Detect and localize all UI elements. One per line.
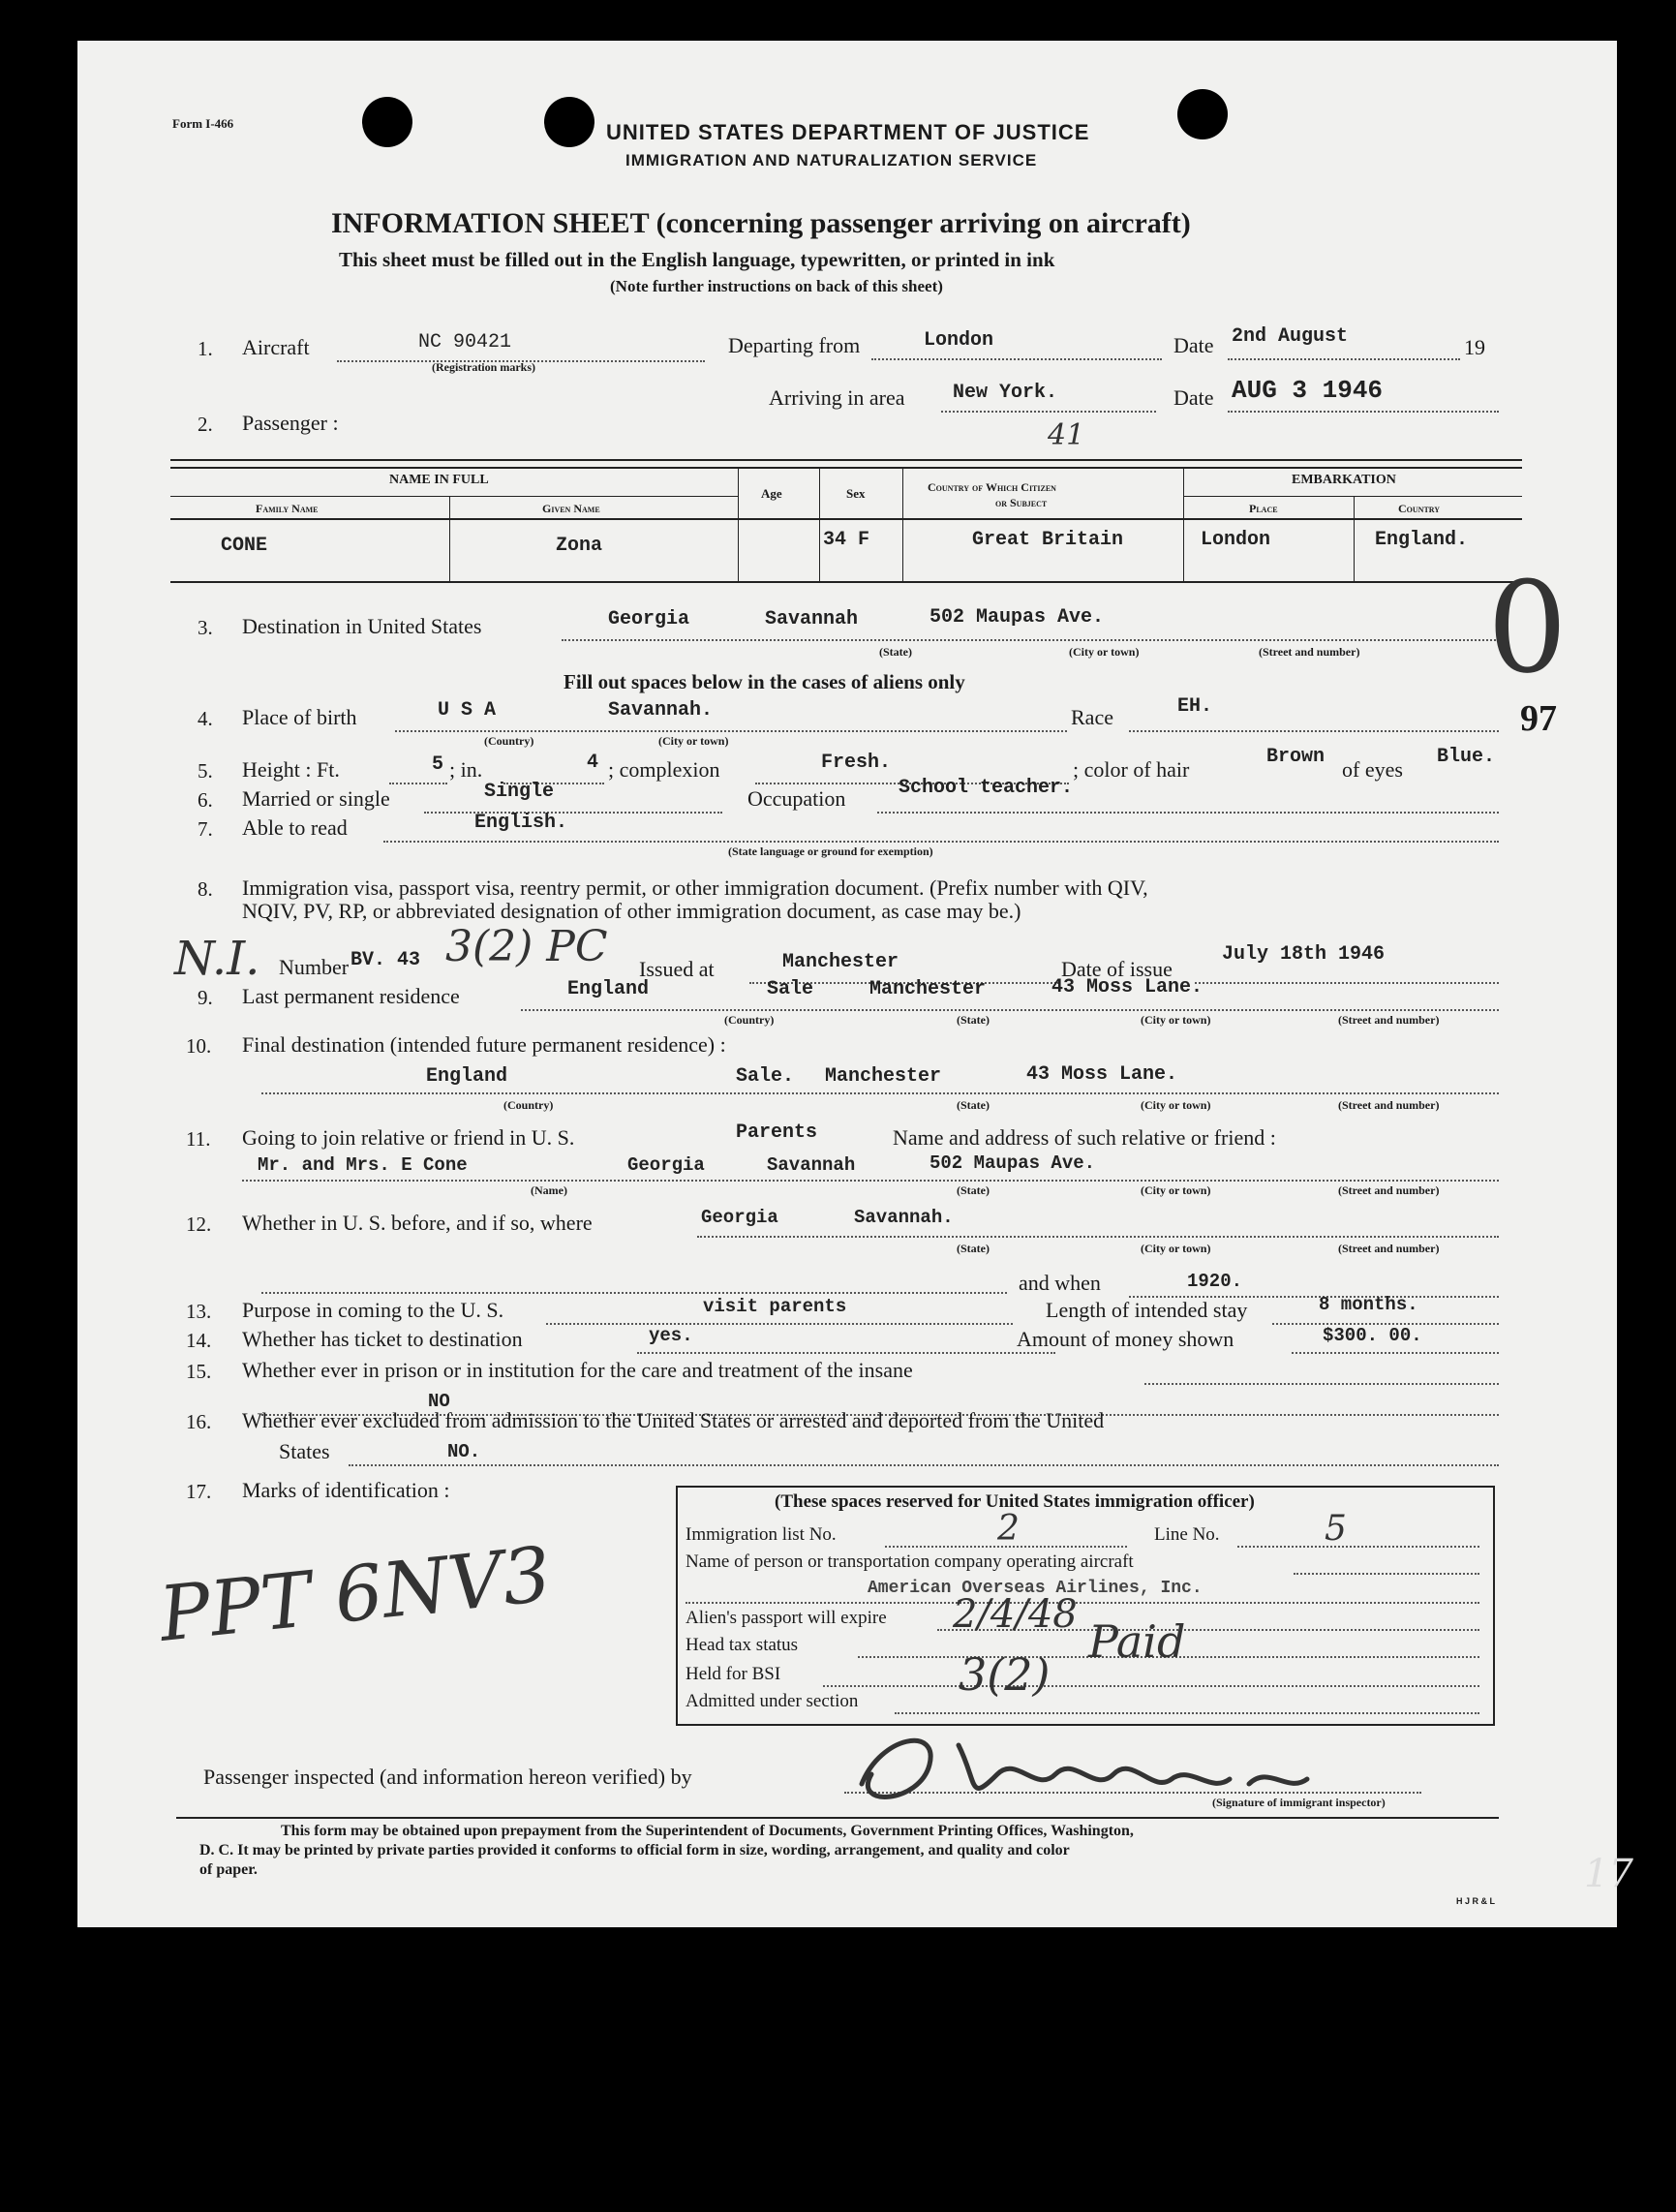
headtax-value: Paid bbox=[1088, 1615, 1186, 1668]
final-city: Manchester bbox=[825, 1065, 942, 1088]
departing-value: London bbox=[924, 329, 994, 352]
issue-date-label: Date of issue bbox=[1061, 957, 1173, 981]
arriving-label: Arriving in area bbox=[769, 385, 905, 410]
line-value: 5 bbox=[1325, 1509, 1347, 1549]
corner-page-number: 17 bbox=[1584, 1852, 1633, 1896]
date-value: 2nd August bbox=[1232, 325, 1349, 348]
occupation-value: School teacher. bbox=[899, 777, 1074, 799]
line-label: Line No. bbox=[1154, 1524, 1220, 1545]
marks-handwriting: PPT 6NV3 bbox=[155, 1531, 556, 1659]
height-in-label: ; in. bbox=[449, 757, 483, 782]
complexion-label: ; complexion bbox=[608, 757, 720, 782]
department-heading: UNITED STATES DEPARTMENT OF JUSTICE bbox=[606, 120, 1090, 144]
item-number: 7. bbox=[198, 817, 213, 841]
relative-city: Savannah bbox=[767, 1154, 856, 1176]
final-street: 43 Moss Lane. bbox=[1026, 1063, 1178, 1086]
excluded-line-1: Whether ever excluded from admission to the United States or arrested and deported from the United bbox=[242, 1408, 1105, 1432]
form-subtitle: This sheet must be filled out in the English language, typewritten, or printed in ink bbox=[339, 248, 1055, 271]
destination-street: 502 Maupas Ave. bbox=[929, 606, 1105, 629]
occupation-label: Occupation bbox=[747, 786, 846, 811]
citizen-cell: Great Britain bbox=[972, 529, 1124, 551]
marital-value: Single bbox=[484, 781, 555, 803]
embarkation-header: EMBARKATION bbox=[1292, 473, 1396, 487]
item-number: 16. bbox=[186, 1410, 212, 1433]
service-heading: IMMIGRATION AND NATURALIZATION SERVICE bbox=[625, 151, 1038, 169]
eyes-label: of eyes bbox=[1342, 757, 1403, 782]
last-residence-state: Sale bbox=[767, 978, 814, 1000]
item-number: 11. bbox=[186, 1127, 211, 1151]
stay-value: 8 months. bbox=[1319, 1294, 1418, 1315]
city-caption: (City or town) bbox=[1141, 1242, 1211, 1255]
margin-circle-mark: 0 bbox=[1487, 554, 1568, 701]
visa-hand-note-2: 3(2) PC bbox=[445, 922, 608, 971]
previous-visit-city: Savannah. bbox=[854, 1207, 954, 1228]
aliens-heading: Fill out spaces below in the cases of aliens only bbox=[564, 670, 965, 693]
eyes-value: Blue. bbox=[1437, 746, 1496, 768]
destination-label: Destination in United States bbox=[242, 614, 482, 638]
printer-mark: H J R & L bbox=[1456, 1896, 1496, 1906]
state-caption: (State) bbox=[957, 1098, 990, 1112]
place-cell: London bbox=[1201, 529, 1271, 551]
country-header: Country bbox=[1398, 502, 1441, 515]
departing-label: Departing from bbox=[728, 333, 861, 357]
hair-value: Brown bbox=[1266, 746, 1326, 768]
hair-label: ; color of hair bbox=[1073, 757, 1190, 782]
city-caption: (City or town) bbox=[658, 734, 729, 748]
state-caption: (State) bbox=[879, 645, 912, 659]
form-title: INFORMATION SHEET (concerning passenger arriving on aircraft) bbox=[331, 207, 1191, 239]
item-number: 12. bbox=[186, 1213, 212, 1236]
passenger-label: Passenger : bbox=[242, 411, 339, 435]
join-relative-label: Going to join relative or friend in U. S. bbox=[242, 1125, 575, 1150]
place-header: Place bbox=[1249, 502, 1278, 515]
height-label: Height : Ft. bbox=[242, 757, 340, 782]
arriving-value: New York. bbox=[953, 382, 1058, 404]
money-value: $300. 00. bbox=[1323, 1325, 1422, 1346]
final-destination-label: Final destination (intended future permanent residence) : bbox=[242, 1032, 726, 1057]
date-label: Date bbox=[1173, 333, 1214, 357]
destination-city: Savannah bbox=[765, 608, 859, 630]
item-number: 5. bbox=[198, 759, 213, 783]
prison-label: Whether ever in prison or in institution for the care and treatment of the insane bbox=[242, 1358, 913, 1382]
officer-box bbox=[676, 1486, 1495, 1726]
bsi-label: Held for BSI bbox=[686, 1664, 781, 1684]
street-caption: (Street and number) bbox=[1338, 1242, 1440, 1255]
complexion-value: Fresh. bbox=[821, 752, 892, 774]
last-residence-country: England bbox=[567, 978, 650, 1000]
state-caption: (State) bbox=[957, 1242, 990, 1255]
country-caption: (Country) bbox=[484, 734, 534, 748]
city-caption: (City or town) bbox=[1141, 1013, 1211, 1027]
list-value: 2 bbox=[997, 1509, 1020, 1549]
officer-box-title: (These spaces reserved for United States immigration officer) bbox=[775, 1491, 1255, 1512]
item-number: 14. bbox=[186, 1329, 212, 1352]
punch-hole bbox=[1177, 89, 1228, 139]
country-caption: (Country) bbox=[724, 1013, 775, 1027]
passenger-annotation: 41 bbox=[1048, 418, 1085, 452]
visa-line-1: Immigration visa, passport visa, reentry permit, or other immigration document. (Prefix number with QIV, bbox=[242, 876, 1148, 900]
city-caption: (City or town) bbox=[1069, 645, 1140, 659]
footer-line-1: This form may be obtained upon prepayment from the Superintendent of Documents, Government Printing Offices, Washington, bbox=[281, 1823, 1134, 1839]
previous-visit-label: Whether in U. S. before, and if so, where bbox=[242, 1211, 593, 1235]
sex-header: Sex bbox=[846, 486, 866, 501]
arrival-date-label: Date bbox=[1173, 385, 1214, 410]
signature-caption: (Signature of immigrant inspector) bbox=[1212, 1796, 1386, 1809]
sex-age-cell: 34 F bbox=[823, 529, 870, 551]
issue-date-value: July 18th 1946 bbox=[1222, 943, 1386, 966]
inspection-label: Passenger inspected (and information hereon verified) by bbox=[203, 1765, 692, 1789]
form-note: (Note further instructions on back of this sheet) bbox=[610, 277, 943, 295]
street-caption: (Street and number) bbox=[1338, 1183, 1440, 1197]
family-name-header: Family Name bbox=[256, 502, 319, 515]
street-caption: (Street and number) bbox=[1338, 1013, 1440, 1027]
punch-hole bbox=[544, 97, 594, 147]
item-number: 9. bbox=[198, 986, 213, 1009]
list-label: Immigration list No. bbox=[686, 1524, 837, 1545]
street-caption: (Street and number) bbox=[1259, 645, 1360, 659]
race-value: EH. bbox=[1177, 695, 1213, 718]
issued-value: Manchester bbox=[782, 951, 899, 973]
headtax-label: Head tax status bbox=[686, 1635, 799, 1655]
item-number: 3. bbox=[198, 616, 213, 639]
item-number: 2. bbox=[198, 413, 213, 436]
last-residence-street: 43 Moss Lane. bbox=[1051, 976, 1204, 998]
when-value: 1920. bbox=[1187, 1271, 1243, 1292]
punch-hole bbox=[362, 97, 412, 147]
relative-address-label: Name and address of such relative or friend : bbox=[893, 1125, 1276, 1150]
state-caption: (State) bbox=[957, 1183, 990, 1197]
footer-line-3: of paper. bbox=[199, 1861, 258, 1878]
read-caption: (State language or ground for exemption) bbox=[728, 845, 933, 858]
citizen-header: Country of Which Citizen bbox=[928, 480, 1056, 494]
name-caption: (Name) bbox=[531, 1183, 567, 1197]
item-number: 1. bbox=[198, 337, 213, 360]
footer-line-2: D. C. It may be printed by private parties provided it conforms to official form in size, wording, arrangement, and quality and color bbox=[199, 1842, 1070, 1859]
admitted-value: 3(2) bbox=[959, 1648, 1051, 1701]
passport-value: 2/4/48 bbox=[953, 1592, 1078, 1637]
money-label: Amount of money shown bbox=[1017, 1327, 1234, 1351]
item-number: 17. bbox=[186, 1480, 212, 1503]
name-group-header: NAME IN FULL bbox=[389, 473, 489, 487]
street-caption: (Street and number) bbox=[1338, 1098, 1440, 1112]
item-number: 13. bbox=[186, 1300, 212, 1323]
read-value: English. bbox=[474, 812, 568, 834]
relative-state: Georgia bbox=[627, 1154, 705, 1176]
visa-line-2: NQIV, PV, RP, or abbreviated designation of other immigration document, as case may be.) bbox=[242, 899, 1021, 923]
state-caption: (State) bbox=[957, 1013, 990, 1027]
final-state: Sale. bbox=[736, 1065, 795, 1088]
family-name-cell: CONE bbox=[221, 535, 268, 557]
item-number: 6. bbox=[198, 788, 213, 812]
aircraft-value: NC 90421 bbox=[418, 331, 512, 353]
passport-label: Alien's passport will expire bbox=[686, 1608, 887, 1628]
margin-page-number: 97 bbox=[1520, 698, 1557, 739]
item-number: 10. bbox=[186, 1034, 212, 1058]
item-number: 8. bbox=[198, 877, 213, 901]
company-label: Name of person or transportation company operating aircraft bbox=[686, 1551, 1134, 1572]
excluded-value: NO. bbox=[447, 1441, 481, 1462]
visa-hand-note: N.I. bbox=[174, 932, 260, 986]
country-cell: England. bbox=[1375, 529, 1469, 551]
last-residence-city: Manchester bbox=[869, 978, 987, 1000]
marital-label: Married or single bbox=[242, 786, 390, 811]
admitted-label: Admitted under section bbox=[686, 1691, 859, 1711]
ticket-label: Whether has ticket to destination bbox=[242, 1327, 523, 1351]
year-prefix: 19 bbox=[1464, 335, 1485, 359]
prison-value: NO bbox=[428, 1391, 450, 1412]
final-country: England bbox=[426, 1065, 508, 1088]
last-residence-label: Last permanent residence bbox=[242, 984, 460, 1008]
relative-name: Mr. and Mrs. E Cone bbox=[258, 1154, 468, 1176]
when-label: and when bbox=[1019, 1271, 1101, 1295]
height-in: 4 bbox=[587, 752, 599, 774]
country-caption: (Country) bbox=[503, 1098, 554, 1112]
form-sheet bbox=[77, 41, 1617, 1927]
aircraft-label: Aircraft bbox=[242, 335, 310, 359]
purpose-value: visit parents bbox=[703, 1296, 847, 1317]
purpose-label: Purpose in coming to the U. S. bbox=[242, 1298, 504, 1322]
relative-street: 502 Maupas Ave. bbox=[929, 1152, 1096, 1174]
arrival-date-stamp: AUG 3 1946 bbox=[1232, 376, 1384, 405]
given-name-header: Given Name bbox=[542, 502, 600, 515]
city-caption: (City or town) bbox=[1141, 1183, 1211, 1197]
city-caption: (City or town) bbox=[1141, 1098, 1211, 1112]
birth-city: Savannah. bbox=[608, 699, 714, 722]
destination-state: Georgia bbox=[608, 608, 690, 630]
company-value: American Overseas Airlines, Inc. bbox=[868, 1579, 1203, 1598]
form-number: Form I-466 bbox=[172, 116, 234, 131]
birthplace-label: Place of birth bbox=[242, 705, 357, 729]
marks-label: Marks of identification : bbox=[242, 1478, 450, 1502]
age-header: Age bbox=[761, 486, 782, 501]
ticket-value: yes. bbox=[649, 1325, 693, 1346]
item-number: 15. bbox=[186, 1360, 212, 1383]
item-number: 4. bbox=[198, 707, 213, 730]
previous-visit-state: Georgia bbox=[701, 1207, 778, 1228]
height-ft: 5 bbox=[432, 753, 444, 776]
read-label: Able to read bbox=[242, 815, 348, 840]
excluded-line-2: States bbox=[279, 1439, 330, 1463]
birth-country: U S A bbox=[438, 699, 497, 722]
issued-label: Issued at bbox=[639, 957, 715, 981]
race-label: Race bbox=[1071, 705, 1113, 729]
number-value: BV. 43 bbox=[350, 949, 421, 971]
stay-label: Length of intended stay bbox=[1046, 1298, 1248, 1322]
citizen-header-2: or Subject bbox=[995, 496, 1048, 509]
number-label: Number bbox=[279, 955, 350, 979]
registration-caption: (Registration marks) bbox=[432, 360, 535, 374]
given-name-cell: Zona bbox=[556, 535, 603, 557]
join-relative-value: Parents bbox=[736, 1121, 818, 1144]
